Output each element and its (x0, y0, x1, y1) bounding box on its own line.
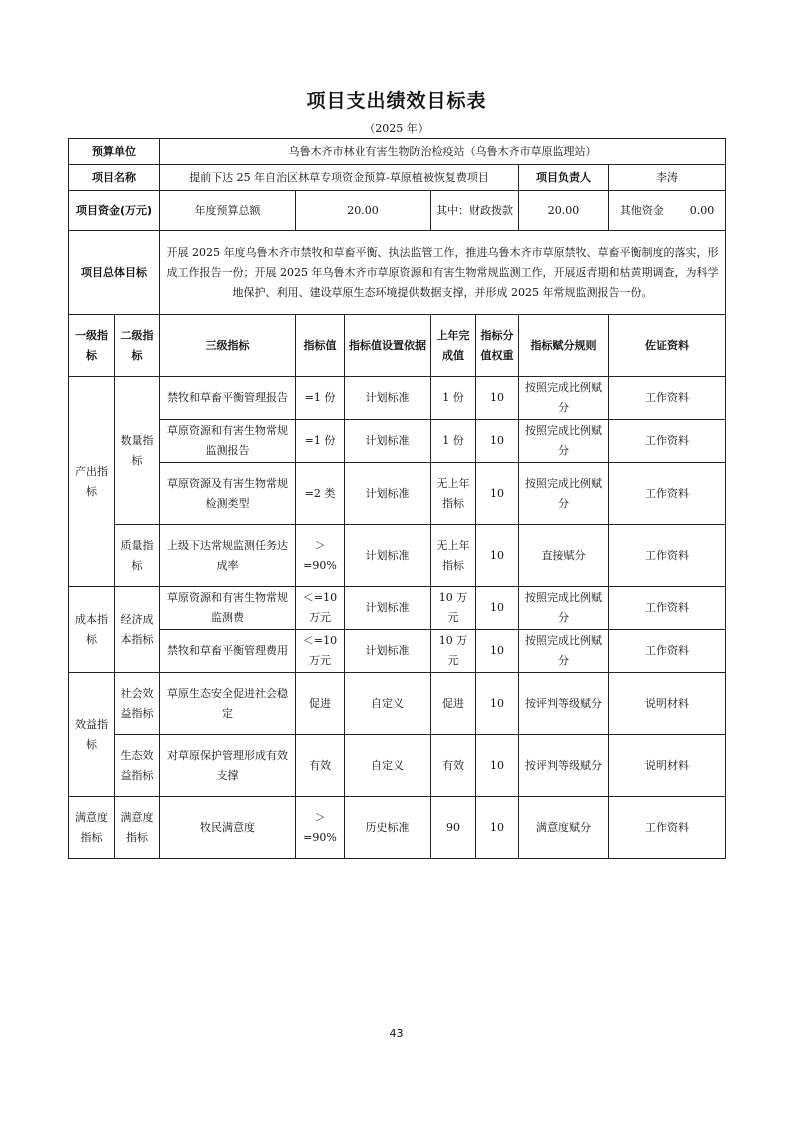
indicator-last-year: 有效 (431, 735, 476, 797)
indicator-basis: 计划标准 (345, 420, 431, 463)
col-header-value: 指标值 (296, 315, 345, 377)
indicator-rule: 直接赋分 (519, 525, 609, 587)
indicator-name: 对草原保护管理形成有效支撑 (160, 735, 296, 797)
group-quantity: 数量指标 (115, 377, 160, 525)
indicator-rule: 按评判等级赋分 (519, 735, 609, 797)
group-satisfaction: 满意度指标 (69, 797, 115, 859)
table-row (69, 463, 726, 525)
indicator-name: 禁牧和草畜平衡管理费用 (160, 630, 296, 673)
indicator-weight: 10 (476, 420, 519, 463)
indicator-last-year: 10 万元 (431, 630, 476, 673)
col-header-weight: 指标分值权重 (476, 315, 519, 377)
indicator-weight: 10 (476, 797, 519, 859)
indicator-value: ＞=90% (296, 797, 345, 859)
project-name-value: 提前下达 25 年自治区林草专项资金预算-草原植被恢复费项目 (160, 165, 519, 191)
overall-goal-text: 开展 2025 年度乌鲁木齐市禁牧和草畜平衡、执法监管工作，推进乌鲁木齐市草原禁牧、草畜平衡制度的落实，形成工作报告一份；开展 2025 年乌鲁木齐市草原资源和有害生物常规监测工作，开展返青期和枯黄期调查，为科学地保护、利用、建设草原生态环境提供数据支撑，并形成 2025 年常规监测报告一份。 (160, 231, 726, 315)
indicator-value: =1 份 (296, 420, 345, 463)
group-cost: 成本指标 (69, 587, 115, 673)
indicator-weight: 10 (476, 735, 519, 797)
indicator-last-year: 促进 (431, 673, 476, 735)
indicator-evidence: 说明材料 (609, 735, 726, 797)
indicator-evidence: 工作资料 (609, 525, 726, 587)
page-number: 43 (389, 1027, 404, 1040)
performance-table (68, 138, 726, 859)
col-header-level1: 一级指标 (69, 315, 115, 377)
project-leader-label: 项目负责人 (519, 165, 609, 191)
group-output: 产出指标 (69, 377, 115, 587)
indicator-basis: 计划标准 (345, 377, 431, 420)
col-header-rule: 指标赋分规则 (519, 315, 609, 377)
indicator-name: 上级下达常规监测任务达成率 (160, 525, 296, 587)
indicator-value: ＜=10 万元 (296, 630, 345, 673)
indicator-name: 草原生态安全促进社会稳定 (160, 673, 296, 735)
indicator-weight: 10 (476, 525, 519, 587)
indicator-basis: 自定义 (345, 735, 431, 797)
annual-budget-value: 20.00 (296, 191, 431, 231)
indicator-basis: 计划标准 (345, 587, 431, 630)
indicator-evidence: 工作资料 (609, 463, 726, 525)
annual-budget-label: 年度预算总额 (160, 191, 296, 231)
indicator-evidence: 工作资料 (609, 420, 726, 463)
indicator-value: =2 类 (296, 463, 345, 525)
indicator-rule: 按照完成比例赋分 (519, 420, 609, 463)
indicator-basis: 自定义 (345, 673, 431, 735)
group-economic-cost: 经济成本指标 (115, 587, 160, 673)
indicator-evidence: 工作资料 (609, 797, 726, 859)
col-header-last-year: 上年完成值 (431, 315, 476, 377)
indicator-evidence: 工作资料 (609, 587, 726, 630)
indicator-basis: 计划标准 (345, 525, 431, 587)
funds-label: 项目资金(万元) (69, 191, 160, 231)
overall-goal-label: 项目总体目标 (69, 231, 160, 315)
indicator-rule: 按评判等级赋分 (519, 673, 609, 735)
indicator-value: =1 份 (296, 377, 345, 420)
indicator-value: 促进 (296, 673, 345, 735)
other-funds-value: 0.00 (689, 203, 715, 217)
indicator-value: ＜=10 万元 (296, 587, 345, 630)
indicator-rule: 按照完成比例赋分 (519, 630, 609, 673)
indicator-weight: 10 (476, 630, 519, 673)
indicator-name: 草原资源及有害生物常规检测类型 (160, 463, 296, 525)
indicator-weight: 10 (476, 673, 519, 735)
table-row (69, 673, 726, 735)
unit-label: 预算单位 (69, 139, 160, 165)
indicator-last-year: 10 万元 (431, 587, 476, 630)
indicator-value: ＞=90% (296, 525, 345, 587)
fiscal-label: 其中：财政拨款 (431, 191, 519, 231)
table-row (69, 377, 726, 420)
unit-value: 乌鲁木齐市林业有害生物防治检疫站（乌鲁木齐市草原监理站） (160, 139, 726, 165)
table-row (69, 735, 726, 797)
group-social: 社会效益指标 (115, 673, 160, 735)
indicator-basis: 计划标准 (345, 630, 431, 673)
indicator-name: 草原资源和有害生物常规监测费 (160, 587, 296, 630)
indicator-last-year: 1 份 (431, 420, 476, 463)
group-satisfaction-sub: 满意度指标 (115, 797, 160, 859)
col-header-level2: 二级指标 (115, 315, 160, 377)
indicator-rule: 按照完成比例赋分 (519, 377, 609, 420)
table-row (69, 420, 726, 463)
indicator-weight: 10 (476, 377, 519, 420)
year-label: （2025 年） (364, 122, 429, 135)
indicator-weight: 10 (476, 463, 519, 525)
indicator-value: 有效 (296, 735, 345, 797)
indicator-last-year: 无上年指标 (431, 463, 476, 525)
indicator-rule: 按照完成比例赋分 (519, 587, 609, 630)
project-name-label: 项目名称 (69, 165, 160, 191)
indicator-evidence: 说明材料 (609, 673, 726, 735)
indicator-evidence: 工作资料 (609, 377, 726, 420)
indicator-basis: 历史标准 (345, 797, 431, 859)
table-row (69, 797, 726, 859)
indicator-rule: 满意度赋分 (519, 797, 609, 859)
col-header-evidence: 佐证资料 (609, 315, 726, 377)
other-funds-cell (609, 191, 726, 231)
table-row (69, 587, 726, 630)
indicator-rule: 按照完成比例赋分 (519, 463, 609, 525)
table-row (69, 525, 726, 587)
indicator-last-year: 1 份 (431, 377, 476, 420)
col-header-level3: 三级指标 (160, 315, 296, 377)
col-header-basis: 指标值设置依据 (345, 315, 431, 377)
indicator-last-year: 无上年指标 (431, 525, 476, 587)
indicator-last-year: 90 (431, 797, 476, 859)
group-benefit: 效益指标 (69, 673, 115, 797)
page-title: 项目支出绩效目标表 (306, 90, 487, 112)
project-leader-value: 李涛 (609, 165, 726, 191)
group-quality: 质量指标 (115, 525, 160, 587)
group-ecological: 生态效益指标 (115, 735, 160, 797)
indicator-weight: 10 (476, 587, 519, 630)
indicator-name: 牧民满意度 (160, 797, 296, 859)
fiscal-value: 20.00 (519, 191, 609, 231)
table-row (69, 630, 726, 673)
indicator-name: 草原资源和有害生物常规监测报告 (160, 420, 296, 463)
indicator-evidence: 工作资料 (609, 630, 726, 673)
indicator-basis: 计划标准 (345, 463, 431, 525)
indicator-name: 禁牧和草畜平衡管理报告 (160, 377, 296, 420)
other-funds-label: 其他资金 (619, 203, 664, 217)
